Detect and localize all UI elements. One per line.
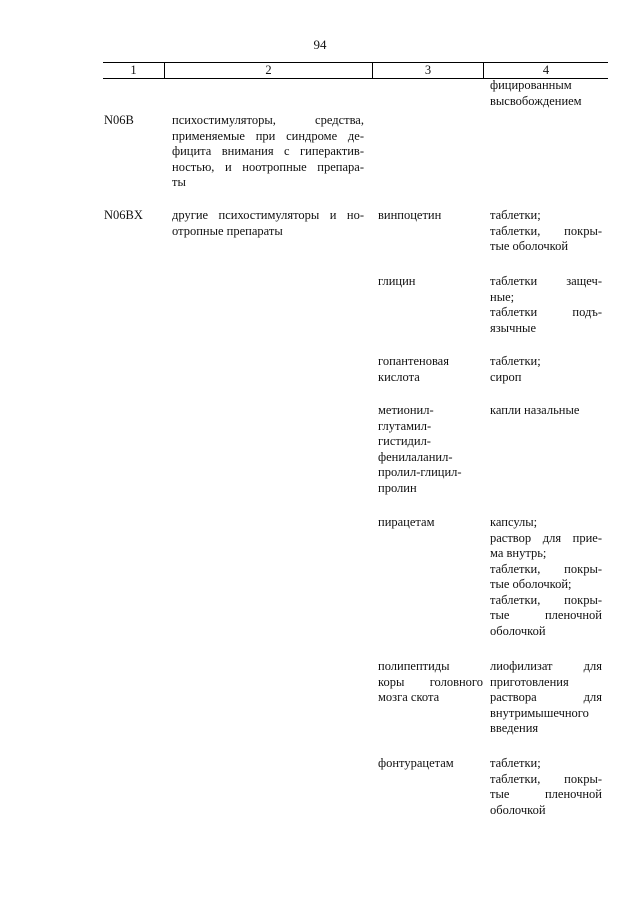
dosage-form: [490, 354, 602, 385]
dosage-form: [490, 403, 602, 419]
text-line: ностью, и ноотропные препара-: [172, 159, 364, 174]
atc-code-n06bx: N06BX: [104, 208, 143, 222]
drug-name: [378, 274, 483, 290]
text-line: коры головного: [378, 674, 483, 689]
text-line: капли назальные: [490, 403, 580, 417]
drug-name: [378, 403, 483, 496]
text-line: таблетки;: [490, 354, 541, 368]
column-header-1: 1: [130, 63, 137, 77]
text-line: психостимуляторы, средства,: [172, 113, 364, 127]
text-line: ма внутрь;: [490, 546, 547, 560]
text-line: таблетки, покры-: [490, 561, 602, 576]
dosage-form: [490, 274, 602, 336]
text-line: полипептиды: [378, 659, 450, 673]
text-line: раствора для: [490, 690, 602, 704]
text-line: фицированным: [490, 78, 572, 92]
atc-group-name-n06bx: [172, 208, 364, 239]
text-line: таблетки, покры-: [490, 771, 602, 786]
text-line: фенилаланил-: [378, 449, 453, 464]
column-header-2: 2: [265, 63, 272, 77]
text-line: оболочкой: [490, 802, 546, 817]
text-line: тые оболочкой;: [490, 577, 572, 591]
table-header-row: [103, 62, 608, 79]
text-line: гопантеновая: [378, 354, 449, 368]
text-line: приготовления: [490, 674, 569, 689]
text-line: гистидил-: [378, 434, 431, 448]
text-line: ные;: [490, 289, 515, 304]
text-line: тые пленочной: [490, 608, 602, 622]
drug-name: [378, 208, 483, 224]
drug-name: [378, 659, 483, 706]
text-line: пролил-глицил-: [378, 465, 462, 479]
text-line: фонтурацетам: [378, 756, 454, 770]
text-line: раствор для прие-: [490, 530, 602, 545]
text-line: язычные: [490, 320, 537, 335]
atc-group-name-n06b: [172, 113, 364, 191]
text-line: отропные препараты: [172, 223, 283, 238]
column-header-3: 3: [424, 63, 432, 77]
text-line: глицин: [378, 274, 416, 288]
text-line: высвобождением: [490, 93, 582, 108]
drug-name: [378, 515, 483, 531]
text-line: фицита внимания с гиперактив-: [172, 144, 364, 158]
text-line: винпоцетин: [378, 208, 442, 222]
atc-code-n06b: N06B: [104, 113, 134, 127]
text-line: введения: [490, 721, 539, 735]
page-number: 94: [313, 37, 327, 52]
text-line: сироп: [490, 369, 522, 384]
drug-name: [378, 756, 483, 772]
dosage-form: [490, 515, 602, 639]
text-line: таблетки подъ-: [490, 305, 602, 319]
dosage-form: [490, 208, 602, 255]
text-line: таблетки, покры-: [490, 223, 602, 238]
text-line: мозга скота: [378, 690, 440, 704]
dosage-form: [490, 659, 602, 737]
text-line: применяемые при синдроме де-: [172, 128, 364, 143]
text-line: другие психостимуляторы и но-: [172, 208, 364, 222]
text-line: тые оболочкой: [490, 239, 569, 253]
text-line: тые пленочной: [490, 787, 602, 801]
text-line: метионил-: [378, 403, 434, 417]
text-line: таблетки, покры-: [490, 592, 602, 607]
text-line: таблетки;: [490, 756, 541, 770]
text-line: ты: [172, 175, 186, 189]
continued-dosage-form: [490, 78, 602, 109]
text-line: кислота: [378, 369, 420, 384]
text-line: пролин: [378, 480, 417, 495]
column-header-4: 4: [542, 63, 550, 77]
text-line: таблетки;: [490, 208, 541, 222]
text-line: внутримышечного: [490, 705, 589, 720]
dosage-form: [490, 756, 602, 818]
text-line: пирацетам: [378, 515, 435, 529]
text-line: глутамил-: [378, 418, 432, 433]
drug-name: [378, 354, 483, 385]
text-line: оболочкой: [490, 623, 546, 638]
text-line: лиофилизат для: [490, 659, 602, 673]
text-line: капсулы;: [490, 515, 538, 529]
text-line: таблетки защеч-: [490, 274, 602, 288]
